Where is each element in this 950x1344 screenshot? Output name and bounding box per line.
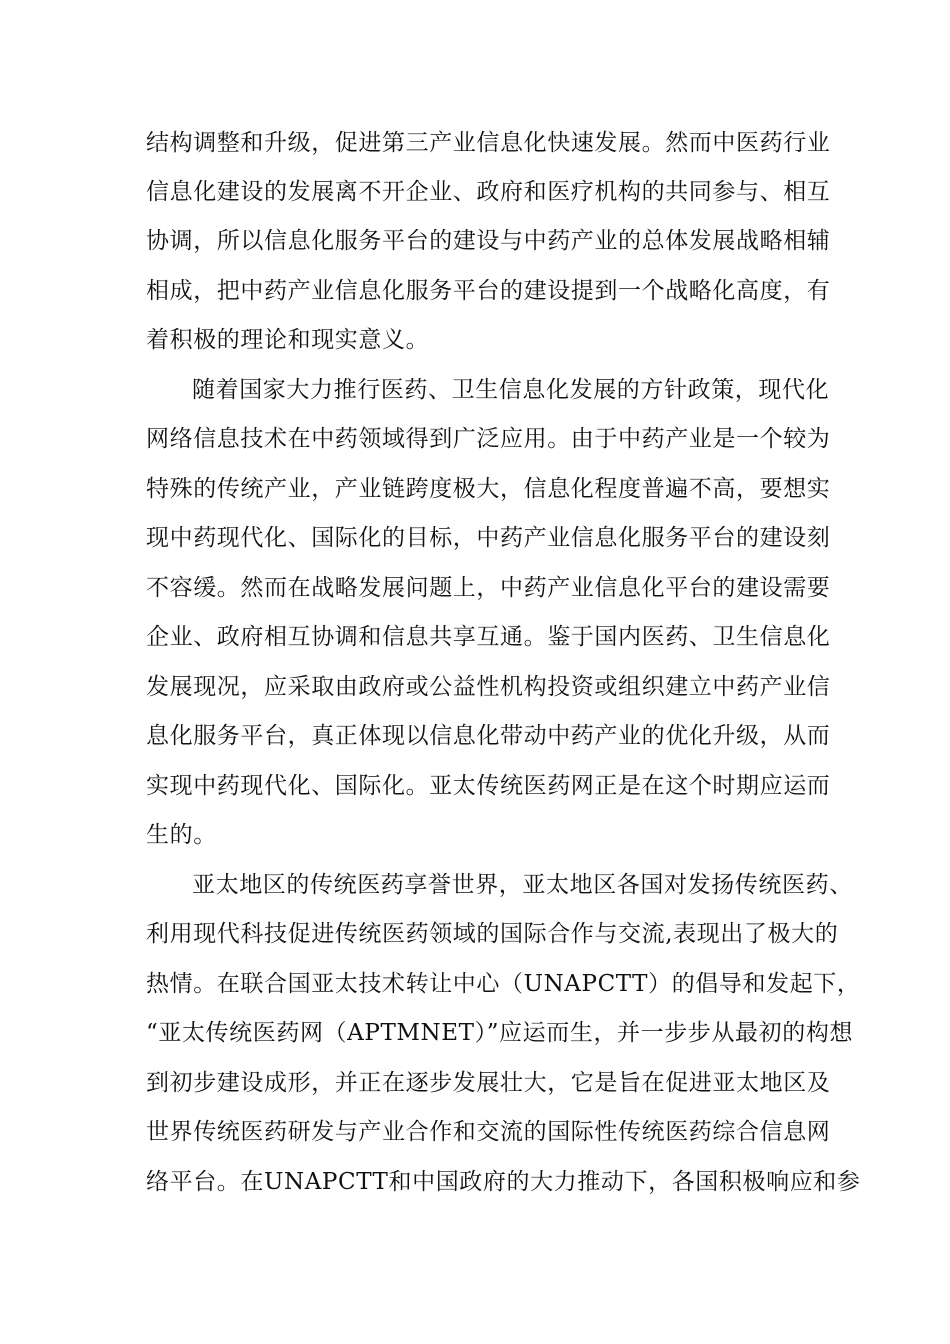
paragraph-1-line-3: 协调，所以信息化服务平台的建设与中药产业的总体发展战略相辅 [146,228,831,254]
paragraph-2-line-5: 不容缓。然而在战略发展问题上，中药产业信息化平台的建设需要 [146,575,831,601]
paragraph-2-line-1: 随着国家大力推行医药、卫生信息化发展的方针政策，现代化 [192,377,830,403]
paragraph-2-line-8: 息化服务平台，真正体现以信息化带动中药产业的优化升级，从而 [146,723,831,749]
paragraph-3-line-4: “亚太传统医药网（APTMNET）”应运而生，并一步步从最初的构想 [146,1020,854,1046]
paragraph-1-line-1: 结构调整和升级，促进第三产业信息化快速发展。然而中医药行业 [146,130,831,156]
paragraph-3-line-6: 世界传统医药研发与产业合作和交流的国际性传统医药综合信息网 [146,1119,831,1145]
paragraph-2-line-2: 网络信息技术在中药领域得到广泛应用。由于中药产业是一个较为 [146,426,831,452]
paragraph-3-line-7: 络平台。在UNAPCTT和中国政府的大力推动下，各国积极响应和参 [146,1169,861,1195]
paragraph-2-line-9: 实现中药现代化、国际化。亚太传统医药网正是在这个时期应运而 [146,773,831,799]
paragraph-3-line-3: 热情。在联合国亚太技术转让中心（UNAPCTT）的倡导和发起下， [146,971,861,997]
paragraph-1-line-4: 相成，把中药产业信息化服务平台的建设提到一个战略化高度，有 [146,278,831,304]
paragraph-2-line-3: 特殊的传统产业，产业链跨度极大，信息化程度普遍不高，要想实 [146,476,831,502]
paragraph-3-line-1: 亚太地区的传统医药享誉世界，亚太地区各国对发扬传统医药、 [192,872,853,898]
paragraph-3-line-5: 到初步建设成形，并正在逐步发展壮大，它是旨在促进亚太地区及 [146,1070,831,1096]
paragraph-1-line-2: 信息化建设的发展离不开企业、政府和医疗机构的共同参与、相互 [146,179,831,205]
paragraph-1-line-5: 着积极的理论和现实意义。 [146,327,430,353]
paragraph-2-line-7: 发展现况，应采取由政府或公益性机构投资或组织建立中药产业信 [146,674,831,700]
paragraph-3-line-2: 利用现代科技促进传统医药领域的国际合作与交流,表现出了极大的 [146,921,839,947]
paragraph-2-line-6: 企业、政府相互协调和信息共享互通。鉴于国内医药、卫生信息化 [146,624,831,650]
paragraph-2-line-4: 现中药现代化、国际化的目标，中药产业信息化服务平台的建设刻 [146,525,831,551]
paragraph-2-line-10: 生的。 [146,822,217,848]
